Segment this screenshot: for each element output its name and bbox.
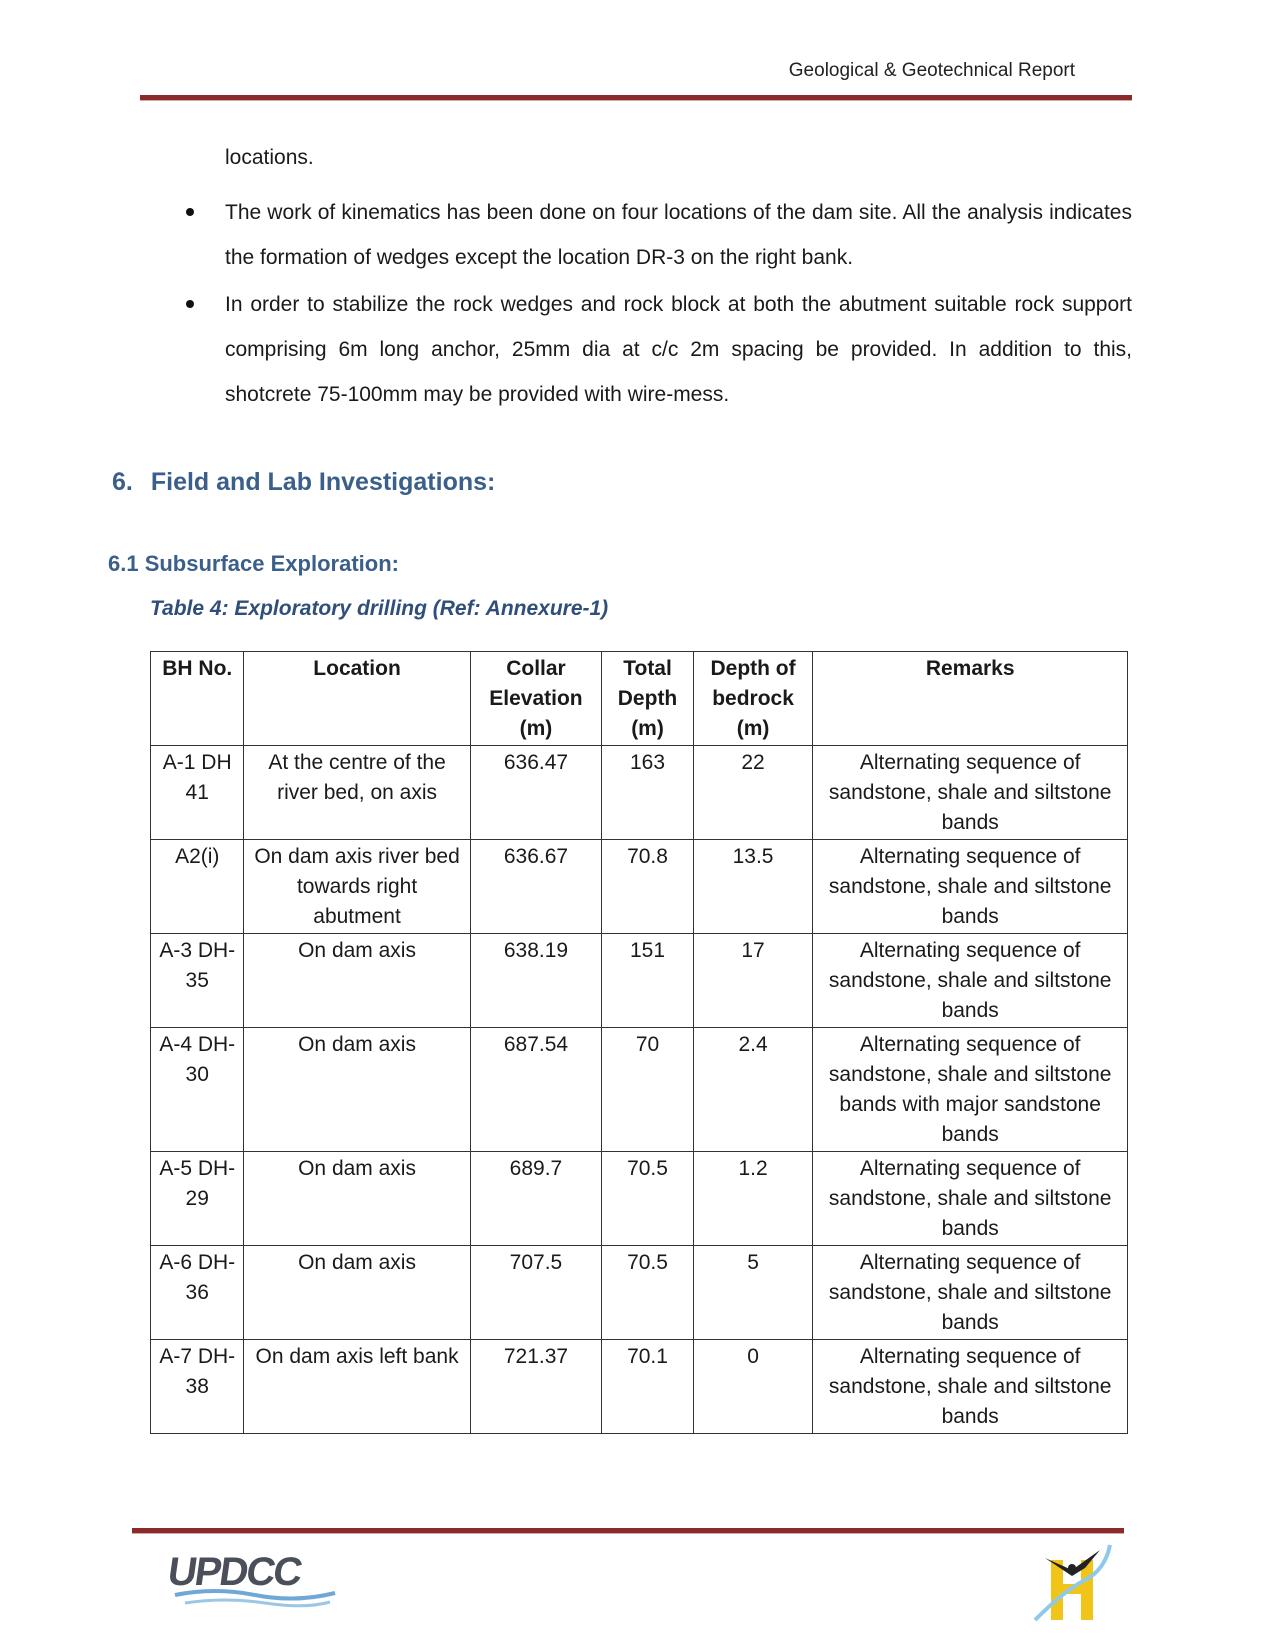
eagle-h-logo — [1025, 1540, 1120, 1625]
cell-total-depth: 70.5 — [602, 1246, 693, 1340]
cell-remarks: Alternating sequence of sandstone, shale and siltstone bands — [813, 934, 1128, 1028]
cell-remarks: Alternating sequence of sandstone, shale and siltstone bands — [813, 746, 1128, 840]
table-header-row — [151, 652, 1128, 746]
continuation-text: locations. — [225, 146, 314, 169]
cell-bh-no: A2(i) — [151, 840, 244, 934]
header-divider — [140, 95, 1132, 101]
cell-location: On dam axis left bank — [244, 1340, 470, 1434]
header-depth-bedrock: Depth of bedrock (m) — [693, 652, 813, 746]
cell-depth-bedrock: 13.5 — [693, 840, 813, 934]
list-item — [180, 282, 1132, 417]
table-row — [151, 1246, 1128, 1340]
cell-collar-elevation: 636.47 — [470, 746, 602, 840]
cell-remarks: Alternating sequence of sandstone, shale and siltstone bands — [813, 1152, 1128, 1246]
cell-remarks: Alternating sequence of sandstone, shale and siltstone bands with major sandstone bands — [813, 1028, 1128, 1152]
section-number: 6. — [112, 468, 133, 496]
table-caption: Table 4: Exploratory drilling (Ref: Annexure-1) — [150, 597, 609, 620]
page-header-title: Geological & Geotechnical Report — [788, 60, 1075, 81]
bullet-list — [180, 190, 1132, 419]
cell-collar-elevation: 707.5 — [470, 1246, 602, 1340]
cell-collar-elevation: 636.67 — [470, 840, 602, 934]
cell-bh-no: A-4 DH-30 — [151, 1028, 244, 1152]
cell-collar-elevation: 721.37 — [470, 1340, 602, 1434]
header-total-depth: Total Depth (m) — [602, 652, 693, 746]
cell-total-depth: 70.1 — [602, 1340, 693, 1434]
header-remarks: Remarks — [813, 652, 1128, 746]
cell-location: On dam axis river bed towards right abutment — [244, 840, 470, 934]
cell-remarks: Alternating sequence of sandstone, shale and siltstone bands — [813, 1246, 1128, 1340]
cell-location: On dam axis — [244, 1246, 470, 1340]
footer-divider — [132, 1528, 1124, 1534]
cell-location: On dam axis — [244, 1028, 470, 1152]
section-heading — [112, 468, 495, 497]
table-row — [151, 934, 1128, 1028]
section-title: Field and Lab Investigations: — [150, 468, 496, 496]
cell-total-depth: 163 — [602, 746, 693, 840]
cell-location: On dam axis — [244, 934, 470, 1028]
header-bh-no: BH No. — [151, 652, 244, 746]
cell-bh-no: A-1 DH 41 — [151, 746, 244, 840]
subsection-heading: 6.1 Subsurface Exploration: — [108, 551, 399, 576]
updcc-logo — [170, 1545, 340, 1615]
table-row — [151, 1340, 1128, 1434]
list-item — [180, 190, 1132, 280]
cell-bh-no: A-7 DH-38 — [151, 1340, 244, 1434]
cell-depth-bedrock: 1.2 — [693, 1152, 813, 1246]
cell-remarks: Alternating sequence of sandstone, shale and siltstone bands — [813, 1340, 1128, 1434]
cell-total-depth: 70.8 — [602, 840, 693, 934]
cell-total-depth: 70.5 — [602, 1152, 693, 1246]
cell-bh-no: A-3 DH-35 — [151, 934, 244, 1028]
cell-location: At the centre of the river bed, on axis — [244, 746, 470, 840]
cell-collar-elevation: 638.19 — [470, 934, 602, 1028]
cell-bh-no: A-6 DH-36 — [151, 1246, 244, 1340]
cell-depth-bedrock: 5 — [693, 1246, 813, 1340]
table-row — [151, 1028, 1128, 1152]
header-location: Location — [244, 652, 470, 746]
table-row — [151, 746, 1128, 840]
svg-text:UPDCC: UPDCC — [170, 1549, 304, 1594]
cell-location: On dam axis — [244, 1152, 470, 1246]
cell-collar-elevation: 689.7 — [470, 1152, 602, 1246]
bullet-icon — [186, 300, 194, 308]
cell-total-depth: 151 — [602, 934, 693, 1028]
cell-depth-bedrock: 2.4 — [693, 1028, 813, 1152]
cell-bh-no: A-5 DH-29 — [151, 1152, 244, 1246]
drilling-table — [150, 651, 1128, 1434]
table-row — [151, 840, 1128, 934]
bullet-text: The work of kinematics has been done on four locations of the dam site. All the analysis indicates the formation of wedges except the location DR-3 on the right bank. — [225, 201, 1132, 269]
header-collar-elevation: Collar Elevation (m) — [470, 652, 602, 746]
cell-collar-elevation: 687.54 — [470, 1028, 602, 1152]
bullet-icon — [186, 208, 194, 216]
cell-total-depth: 70 — [602, 1028, 693, 1152]
bullet-text: In order to stabilize the rock wedges and rock block at both the abutment suitable rock support comprising 6m long anchor, 25mm dia at c/c 2m spacing be provided. In addition to this, shotcrete 75-100mm may be provided with wire-mess. — [225, 293, 1132, 406]
cell-remarks: Alternating sequence of sandstone, shale and siltstone bands — [813, 840, 1128, 934]
table-row — [151, 1152, 1128, 1246]
cell-depth-bedrock: 22 — [693, 746, 813, 840]
cell-depth-bedrock: 0 — [693, 1340, 813, 1434]
cell-depth-bedrock: 17 — [693, 934, 813, 1028]
